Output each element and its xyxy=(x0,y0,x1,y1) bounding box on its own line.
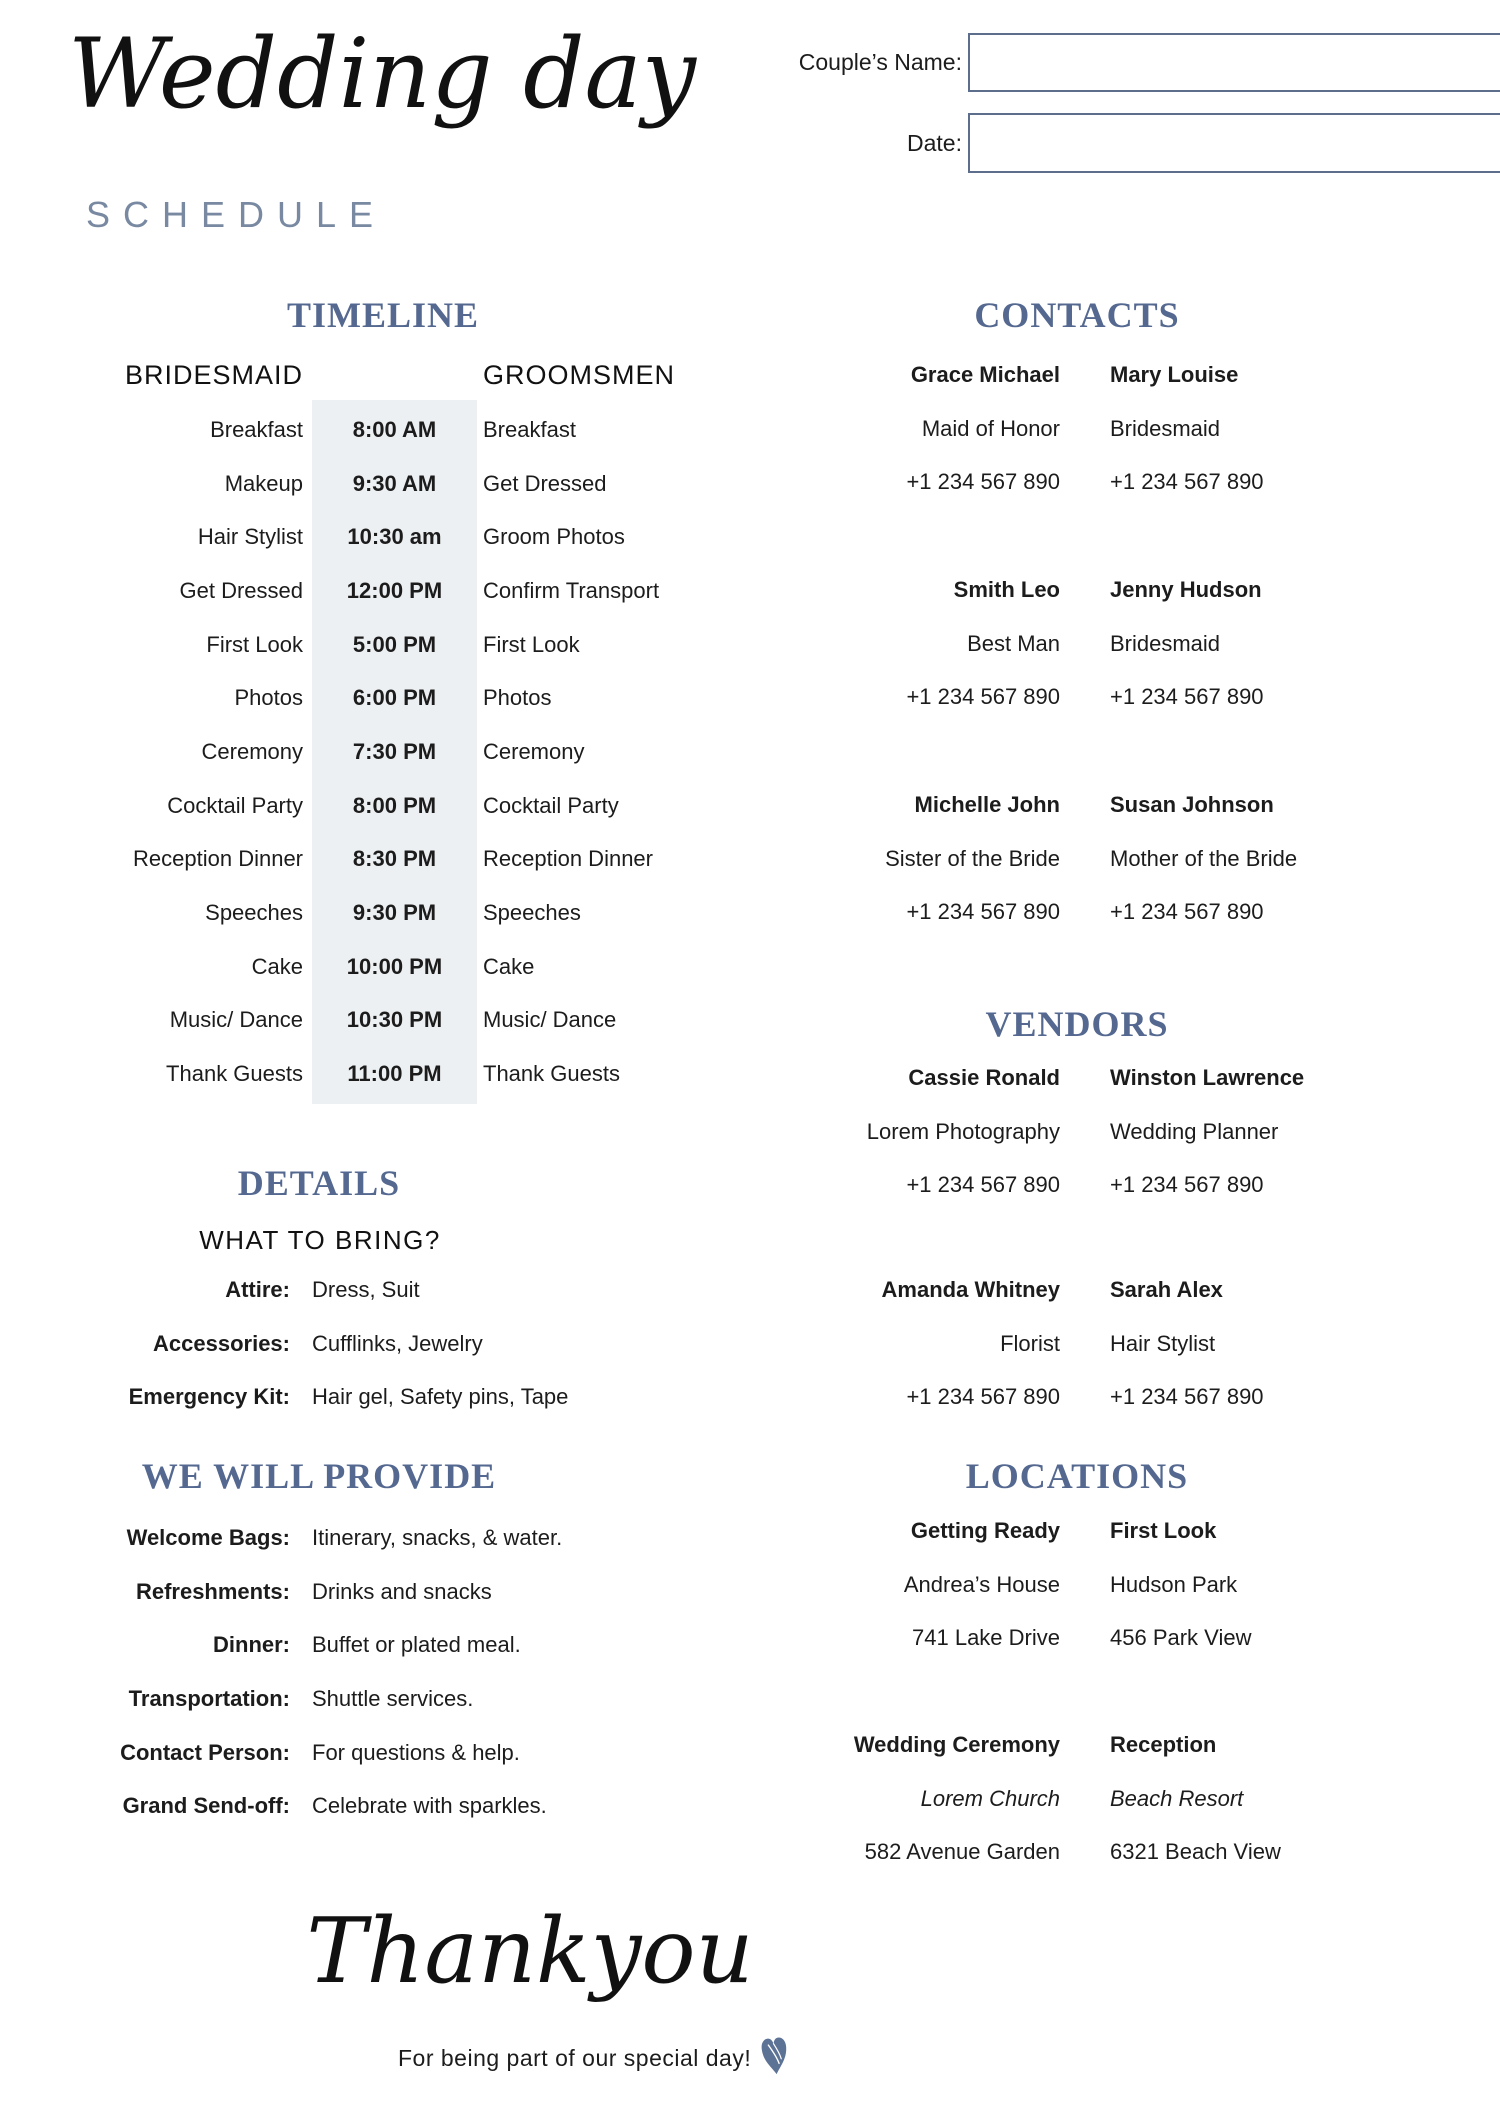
item-label: Grand Send-off: xyxy=(122,1793,290,1819)
date-input[interactable] xyxy=(968,113,1500,173)
thank-you-script: Thankyou xyxy=(306,1899,754,2004)
timeline-time: 12:00 PM xyxy=(346,577,443,603)
item-label: Dinner: xyxy=(213,1632,290,1658)
contact-card xyxy=(700,778,1060,939)
bridesmaid-activity: First Look xyxy=(206,631,303,657)
location-name: Getting Ready xyxy=(910,1518,1060,1543)
contact-name: Smith Leo xyxy=(953,577,1060,602)
what-to-bring-subheading: WHAT TO BRING? xyxy=(199,1225,441,1255)
bridesmaid-activity: Reception Dinner xyxy=(133,846,303,872)
contact-name: Mary Louise xyxy=(1110,362,1239,387)
contact-group xyxy=(700,348,1460,509)
contact-phone: +1 234 567 890 xyxy=(1110,684,1264,710)
item-value: Cufflinks, Jewelry xyxy=(312,1330,483,1356)
bridesmaid-activity: Makeup xyxy=(224,470,303,496)
vendor-card xyxy=(700,1051,1060,1212)
vendor-group xyxy=(700,1263,1460,1424)
contact-phone: +1 234 567 890 xyxy=(1110,899,1264,925)
what-to-bring-list xyxy=(60,1263,760,1424)
bridesmaid-activity: Speeches xyxy=(205,900,303,926)
contact-name: Michelle John xyxy=(914,792,1060,817)
vendor-name: Sarah Alex xyxy=(1110,1277,1223,1302)
location-group xyxy=(700,1718,1460,1879)
item-value: Dress, Suit xyxy=(312,1276,420,1302)
vendor-role: Hair Stylist xyxy=(1110,1330,1216,1356)
footer-tagline-text: For being part of our special day! xyxy=(398,2044,752,2071)
item-label: Contact Person: xyxy=(120,1739,290,1765)
groomsmen-activity: Groom Photos xyxy=(483,524,625,550)
timeline-time: 10:30 PM xyxy=(346,1007,443,1033)
timeline-row xyxy=(60,1047,780,1101)
list-item xyxy=(60,1370,760,1424)
timeline-time: 10:30 am xyxy=(347,524,442,550)
vendor-phone: +1 234 567 890 xyxy=(906,1384,1060,1410)
item-value: Drinks and snacks xyxy=(312,1578,492,1604)
location-address: 582 Avenue Garden xyxy=(864,1839,1060,1865)
timeline-time: 8:00 AM xyxy=(352,416,437,442)
timeline-time: 6:00 PM xyxy=(352,685,437,711)
timeline-row xyxy=(60,994,780,1048)
timeline-table xyxy=(60,403,780,1101)
groomsmen-activity: Cake xyxy=(483,953,535,979)
vendor-group xyxy=(700,1051,1460,1212)
contact-card xyxy=(700,348,1060,509)
location-name: Reception xyxy=(1110,1732,1217,1757)
locations-heading: LOCATIONS xyxy=(965,1456,1189,1496)
contact-group xyxy=(700,778,1460,939)
location-place: Beach Resort xyxy=(1110,1785,1244,1811)
item-label: Attire: xyxy=(225,1276,290,1302)
groomsmen-activity: Photos xyxy=(483,685,552,711)
timeline-time: 5:00 PM xyxy=(352,631,437,657)
vendors-heading: VENDORS xyxy=(985,1004,1169,1044)
item-label: Refreshments: xyxy=(135,1578,290,1604)
groomsmen-activity: Confirm Transport xyxy=(483,577,660,603)
list-item xyxy=(60,1779,760,1833)
timeline-row xyxy=(60,779,780,833)
contact-role: Sister of the Bride xyxy=(885,845,1060,871)
timeline-row xyxy=(60,618,780,672)
location-card xyxy=(700,1504,1060,1665)
contact-role: Bridesmaid xyxy=(1110,630,1221,656)
vendor-phone: +1 234 567 890 xyxy=(906,1172,1060,1198)
contact-role: Mother of the Bride xyxy=(1110,845,1298,871)
vendor-card xyxy=(1110,1051,1460,1212)
timeline-row xyxy=(60,457,780,511)
groomsmen-activity: Speeches xyxy=(483,900,581,926)
location-name: Wedding Ceremony xyxy=(853,1732,1060,1757)
date-label: Date: xyxy=(907,130,962,156)
item-label: Emergency Kit: xyxy=(128,1384,290,1410)
list-item xyxy=(60,1263,760,1317)
page-title: Wedding day xyxy=(68,18,696,130)
contacts-heading: CONTACTS xyxy=(974,295,1180,335)
timeline-time: 11:00 PM xyxy=(347,1061,442,1087)
footer-tagline xyxy=(398,2032,789,2084)
heart-icon xyxy=(759,2031,792,2086)
timeline-time: 7:30 PM xyxy=(352,738,437,764)
timeline-row xyxy=(60,940,780,994)
vendor-role: Wedding Planner xyxy=(1110,1118,1279,1144)
groomsmen-activity: Reception Dinner xyxy=(483,846,653,872)
contact-group xyxy=(700,563,1460,724)
groomsmen-activity: Cocktail Party xyxy=(483,792,619,818)
location-name: First Look xyxy=(1110,1518,1217,1543)
couple-name-input[interactable] xyxy=(968,33,1500,92)
item-value: Hair gel, Safety pins, Tape xyxy=(312,1384,569,1410)
item-value: Itinerary, snacks, & water. xyxy=(312,1524,563,1550)
item-label: Transportation: xyxy=(128,1685,290,1711)
groomsmen-activity: Breakfast xyxy=(483,416,576,442)
contact-phone: +1 234 567 890 xyxy=(906,899,1060,925)
contact-card xyxy=(700,563,1060,724)
timeline-row xyxy=(60,564,780,618)
list-item xyxy=(60,1511,760,1565)
item-value: Buffet or plated meal. xyxy=(312,1632,521,1658)
location-place: Hudson Park xyxy=(1110,1571,1238,1597)
details-heading: DETAILS xyxy=(237,1163,401,1203)
contact-card xyxy=(1110,348,1460,509)
we-will-provide-list xyxy=(60,1511,760,1833)
list-item xyxy=(60,1726,760,1780)
vendor-card xyxy=(1110,1263,1460,1424)
vendor-phone: +1 234 567 890 xyxy=(1110,1172,1264,1198)
bridesmaid-activity: Ceremony xyxy=(201,738,303,764)
groomsmen-activity: Get Dressed xyxy=(483,470,607,496)
item-value: Shuttle services. xyxy=(312,1685,474,1711)
groomsmen-activity: Music/ Dance xyxy=(483,1007,617,1033)
location-card xyxy=(1110,1504,1460,1665)
location-group xyxy=(700,1504,1460,1665)
timeline-time: 8:00 PM xyxy=(352,792,437,818)
page-subtitle: SCHEDULE xyxy=(86,194,387,235)
timeline-time: 8:30 PM xyxy=(352,846,437,872)
bridesmaid-activity: Thank Guests xyxy=(166,1061,303,1087)
timeline-heading: TIMELINE xyxy=(286,295,480,335)
vendor-role: Florist xyxy=(1000,1330,1060,1356)
vendor-phone: +1 234 567 890 xyxy=(1110,1384,1264,1410)
item-value: For questions & help. xyxy=(312,1739,520,1765)
timeline-row xyxy=(60,671,780,725)
contact-role: Maid of Honor xyxy=(921,415,1060,441)
contact-name: Susan Johnson xyxy=(1110,792,1274,817)
list-item xyxy=(60,1618,760,1672)
contact-phone: +1 234 567 890 xyxy=(906,469,1060,495)
bridesmaid-activity: Hair Stylist xyxy=(197,524,303,550)
vendor-name: Amanda Whitney xyxy=(881,1277,1060,1302)
timeline-row xyxy=(60,886,780,940)
bridesmaid-activity: Cocktail Party xyxy=(167,792,303,818)
timeline-time: 9:30 PM xyxy=(352,900,437,926)
list-item xyxy=(60,1672,760,1726)
location-address: 6321 Beach View xyxy=(1110,1839,1281,1865)
bridesmaid-activity: Photos xyxy=(234,685,303,711)
bridesmaid-activity: Cake xyxy=(251,953,303,979)
couple-name-label: Couple’s Name: xyxy=(798,49,962,75)
timeline-time: 9:30 AM xyxy=(352,470,437,496)
we-will-provide-heading: WE WILL PROVIDE xyxy=(141,1456,497,1496)
timeline-row xyxy=(60,403,780,457)
contact-role: Best Man xyxy=(967,630,1060,656)
list-item xyxy=(60,1565,760,1619)
list-item xyxy=(60,1317,760,1371)
contact-card xyxy=(1110,778,1460,939)
timeline-row xyxy=(60,510,780,564)
location-place: Andrea’s House xyxy=(903,1571,1060,1597)
contact-role: Bridesmaid xyxy=(1110,415,1221,441)
vendor-card xyxy=(700,1263,1060,1424)
groomsmen-activity: Thank Guests xyxy=(483,1061,620,1087)
groomsmen-activity: Ceremony xyxy=(483,738,585,764)
item-label: Welcome Bags: xyxy=(126,1524,290,1550)
item-value: Celebrate with sparkles. xyxy=(312,1793,547,1819)
groomsmen-column-header: GROOMSMEN xyxy=(483,360,676,390)
contact-name: Jenny Hudson xyxy=(1110,577,1262,602)
bridesmaid-activity: Breakfast xyxy=(210,416,303,442)
vendor-name: Cassie Ronald xyxy=(908,1065,1060,1090)
vendor-name: Winston Lawrence xyxy=(1110,1065,1305,1090)
bridesmaid-column-header: BRIDESMAID xyxy=(124,360,303,390)
contact-name: Grace Michael xyxy=(910,362,1060,387)
contact-card xyxy=(1110,563,1460,724)
bridesmaid-activity: Music/ Dance xyxy=(169,1007,303,1033)
groomsmen-activity: First Look xyxy=(483,631,580,657)
vendor-role: Lorem Photography xyxy=(866,1118,1060,1144)
contact-phone: +1 234 567 890 xyxy=(906,684,1060,710)
location-address: 741 Lake Drive xyxy=(912,1625,1060,1651)
timeline-row xyxy=(60,833,780,887)
location-card xyxy=(1110,1718,1460,1879)
location-card xyxy=(700,1718,1060,1879)
location-place: Lorem Church xyxy=(920,1785,1060,1811)
timeline-time: 10:00 PM xyxy=(346,953,443,979)
item-label: Accessories: xyxy=(153,1330,290,1356)
location-address: 456 Park View xyxy=(1110,1625,1252,1651)
bridesmaid-activity: Get Dressed xyxy=(179,577,303,603)
timeline-row xyxy=(60,725,780,779)
contact-phone: +1 234 567 890 xyxy=(1110,469,1264,495)
